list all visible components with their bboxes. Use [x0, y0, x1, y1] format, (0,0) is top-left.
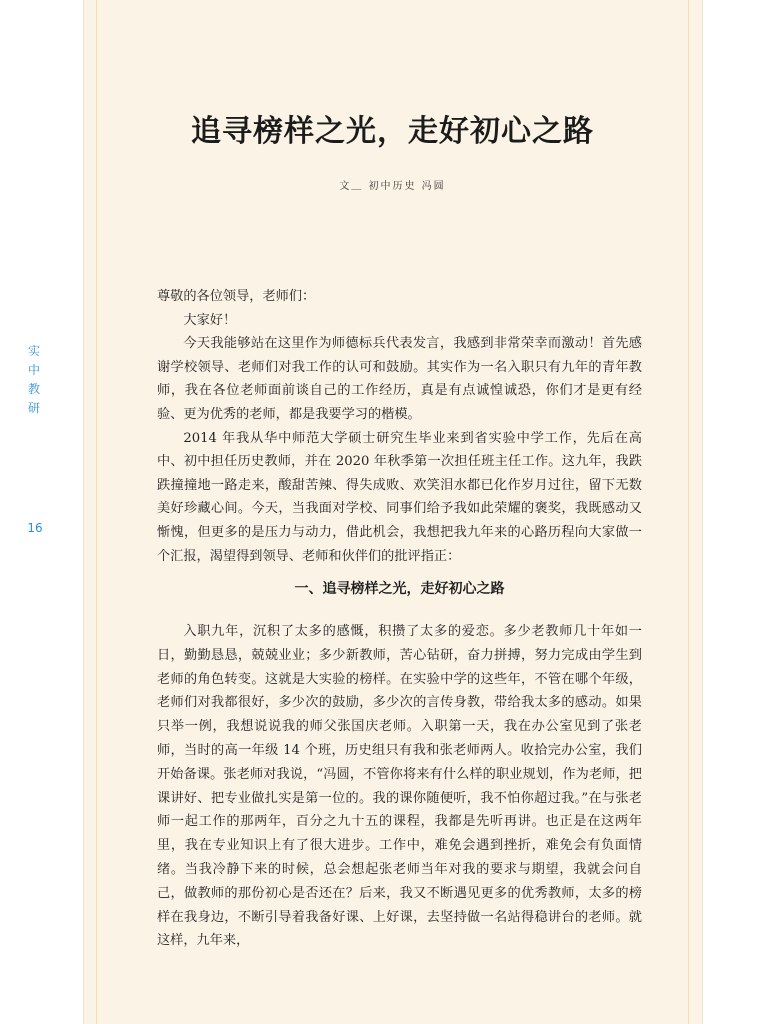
greeting: 大家好！ — [183, 312, 237, 328]
paragraph: 今天我能够站在这里作为师德标兵代表发言，我感到非常荣幸而激动！首先感谢学校领导、老师们对我工作的认可和鼓励。其实作为一名入职只有九年的青年教师，我在各位老师面前谈自己的工作经历，真是有点诚惶诚恐，你们才是更有经验、更为优秀的老师，都是我要学习的楷模。 — [157, 336, 642, 422]
article-intro — [157, 285, 642, 568]
page-number: 16 — [27, 521, 43, 535]
paragraph: 入职九年，沉积了太多的感慨，积攒了太多的爱恋。多少老教师几十年如一日，勤勤恳恳，兢兢业业；多少新教师，苦心钻研，奋力拼搏，努力完成由学生到老师的角色转变。这就是大实验的榜样。在实验中学的这些年，不管在哪个年级，老师们对我都很好，多少次的鼓励，多少次的言传身教，带给我太多的感动。如果只举一例，我想说说我的师父张国庆老师。入职第一天，我在办公室见到了张老师，当时的高一年级 14 个班，历史组只有我和张老师两人。收拾完办公室，我们开始备课。张老师对我说，“冯圆，不管你将来有什么样的职业规划，作为老师，把课讲好、把专业做扎实是第一位的。我的课你随便听，我不怕你超过我。”在与张老师一起工作的那两年，百分之九十五的课程，我都是先听再讲。也正是在这两年里，我在专业知识上有了很大进步。工作中，难免会遇到挫折，难免会有负面情绪。当我冷静下来的时候，总会想起张老师当年对我的要求与期望，我就会问自己，做教师的那份初心是否还在？后来，我又不断遇见更多的优秀教师，太多的榜样在我身边，不断引导着我备好课、上好课，去坚持做一名站得稳讲台的老师。就这样，九年来， — [157, 624, 642, 949]
margin-rule-right — [688, 0, 689, 1024]
side-label-char: 实 — [27, 344, 40, 358]
side-section-label — [25, 342, 43, 418]
article-title: 追寻榜样之光，走好初心之路 — [191, 114, 594, 149]
article-section-body — [157, 620, 642, 953]
section-heading: 一、追寻榜样之光，走好初心之路 — [294, 581, 505, 597]
side-label-char: 研 — [27, 401, 40, 415]
side-label-char: 教 — [27, 382, 40, 396]
salutation: 尊敬的各位领导，老师们： — [157, 289, 316, 304]
paragraph: 2014 年我从华中师范大学硕士研究生毕业来到省实验中学工作，先后在高中、初中担任历史教师，并在 2020 年秋季第一次担任班主任工作。这九年，我跌跌撞撞地一路走来，酸甜苦辣、得失成败、欢笑泪水都已化作岁月过往，留下无数美好珍藏心间。今天，当我面对学校、同事们给予我如此荣耀的褒奖，我既感动又惭愧，但更多的是压力与动力，借此机会，我想把我九年来的心路历程向大家做一个汇报，渴望得到领导、老师和伙伴们的批评指正： — [157, 430, 642, 564]
article-byline: 文＿ 初中历史 冯圆 — [339, 181, 446, 192]
margin-rule-left — [96, 0, 97, 1024]
side-label-char: 中 — [27, 363, 40, 377]
